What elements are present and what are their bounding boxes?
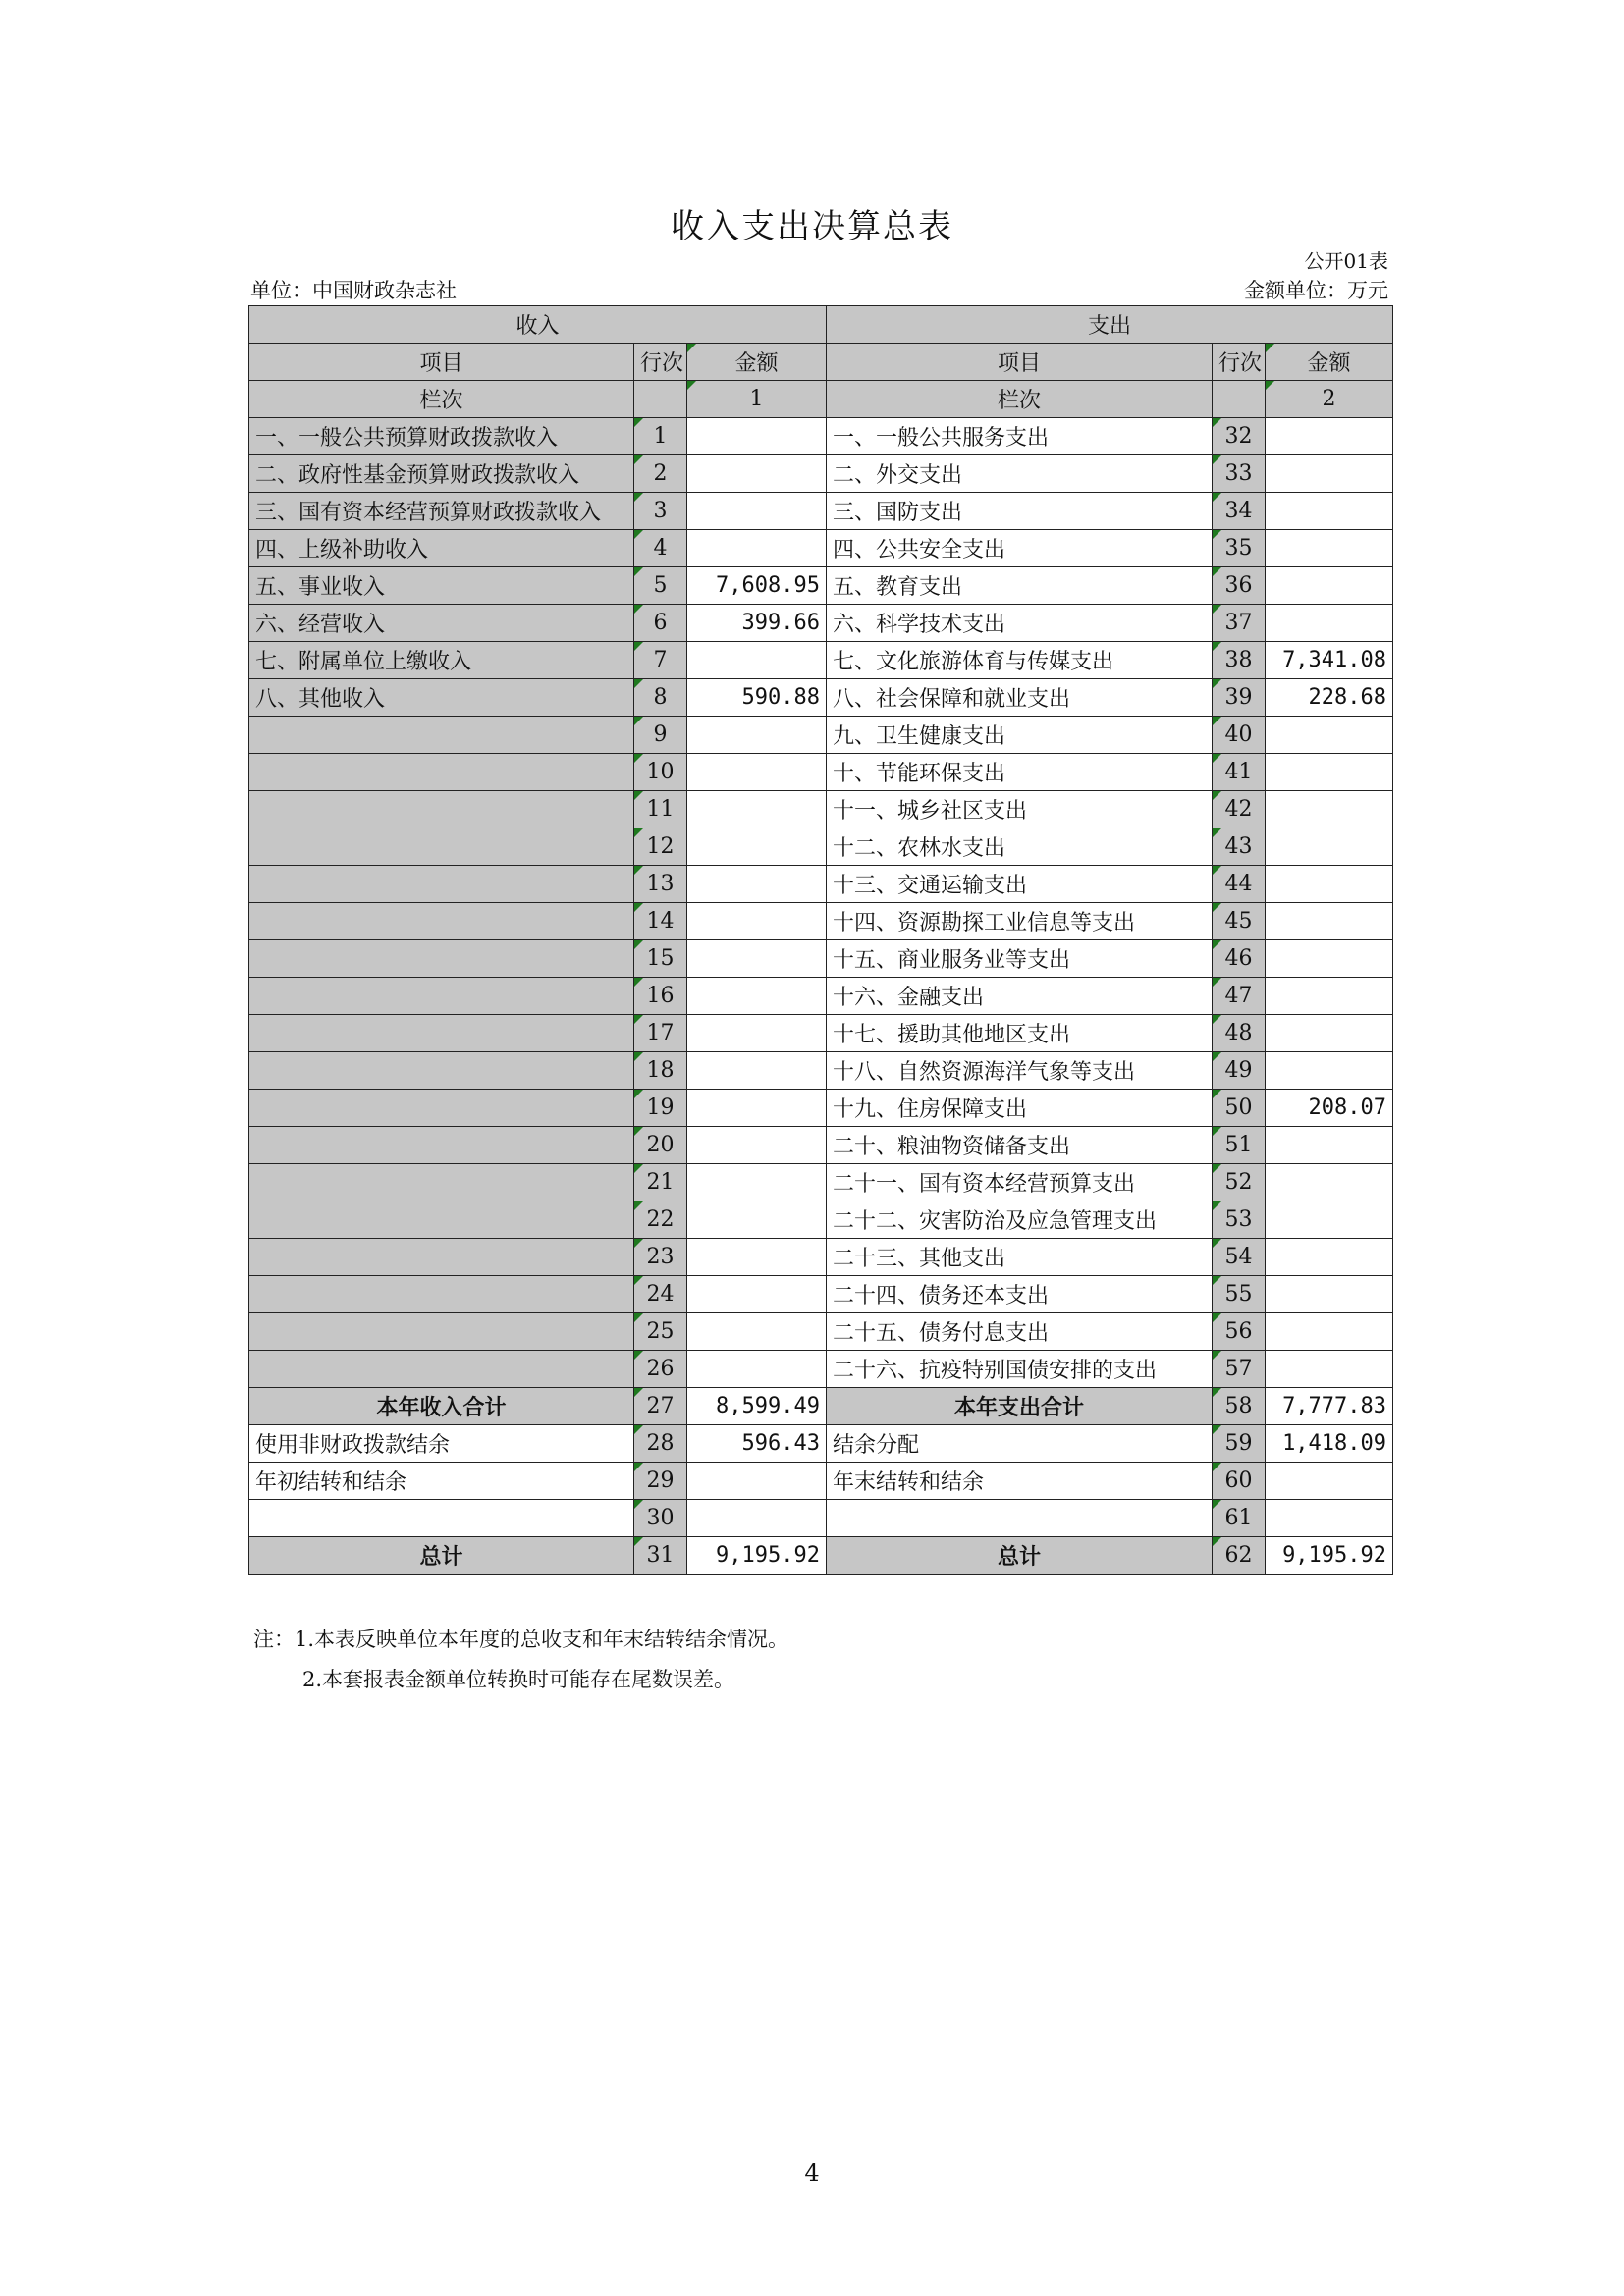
expense-amount bbox=[1266, 1351, 1393, 1388]
expense-row-number: 43 bbox=[1213, 828, 1266, 866]
expense-row-number: 58 bbox=[1213, 1388, 1266, 1425]
expense-item-label: 六、科学技术支出 bbox=[827, 605, 1213, 642]
expense-row-number: 42 bbox=[1213, 791, 1266, 828]
year-total-row bbox=[249, 1388, 1393, 1425]
income-row-number: 30 bbox=[634, 1500, 687, 1537]
table-row bbox=[249, 1276, 1393, 1313]
note-2: 2.本套报表金额单位转换时可能存在尾数误差。 bbox=[302, 1668, 735, 1691]
expense-header: 支出 bbox=[827, 306, 1393, 344]
income-item-label: 三、国有资本经营预算财政拨款收入 bbox=[249, 493, 634, 530]
income-row-number: 24 bbox=[634, 1276, 687, 1313]
income-item-label bbox=[249, 717, 634, 754]
income-item-label bbox=[249, 1052, 634, 1090]
income-row-number: 7 bbox=[634, 642, 687, 679]
expense-amount bbox=[1266, 903, 1393, 940]
income-item-label bbox=[249, 1313, 634, 1351]
expense-row-number: 56 bbox=[1213, 1313, 1266, 1351]
expense-row-number: 60 bbox=[1213, 1463, 1266, 1500]
expense-item-label: 结余分配 bbox=[827, 1425, 1213, 1463]
income-item-label: 一、一般公共预算财政拨款收入 bbox=[249, 418, 634, 455]
table-row bbox=[249, 1052, 1393, 1090]
expense-amount: 7,341.08 bbox=[1266, 642, 1393, 679]
income-amount: 590.88 bbox=[687, 679, 827, 717]
expense-item-label: 七、文化旅游体育与传媒支出 bbox=[827, 642, 1213, 679]
expense-item-label: 八、社会保障和就业支出 bbox=[827, 679, 1213, 717]
expense-row-number: 54 bbox=[1213, 1239, 1266, 1276]
column-number-row bbox=[249, 381, 1393, 418]
table-row bbox=[249, 978, 1393, 1015]
income-item-label bbox=[249, 791, 634, 828]
expense-item-label: 总计 bbox=[827, 1537, 1213, 1575]
income-amount bbox=[687, 717, 827, 754]
income-row-number: 16 bbox=[634, 978, 687, 1015]
table-row bbox=[249, 1351, 1393, 1388]
income-column-no-label: 栏次 bbox=[249, 381, 634, 418]
expense-row-number: 62 bbox=[1213, 1537, 1266, 1575]
income-item-label: 四、上级补助收入 bbox=[249, 530, 634, 567]
income-amount bbox=[687, 642, 827, 679]
expense-amount bbox=[1266, 605, 1393, 642]
expense-row-number: 46 bbox=[1213, 940, 1266, 978]
income-row-number: 15 bbox=[634, 940, 687, 978]
expense-item-label: 五、教育支出 bbox=[827, 567, 1213, 605]
expense-amount bbox=[1266, 1313, 1393, 1351]
expense-amount bbox=[1266, 828, 1393, 866]
income-amount: 8,599.49 bbox=[687, 1388, 827, 1425]
expense-item-label: 十五、商业服务业等支出 bbox=[827, 940, 1213, 978]
table-row bbox=[249, 791, 1393, 828]
income-item-label: 六、经营收入 bbox=[249, 605, 634, 642]
expense-amount bbox=[1266, 866, 1393, 903]
income-item-label bbox=[249, 1276, 634, 1313]
income-amount bbox=[687, 866, 827, 903]
income-row-number: 31 bbox=[634, 1537, 687, 1575]
income-amount bbox=[687, 530, 827, 567]
income-item-label: 七、附属单位上缴收入 bbox=[249, 642, 634, 679]
expense-row-number: 37 bbox=[1213, 605, 1266, 642]
expense-amount: 228.68 bbox=[1266, 679, 1393, 717]
income-row-number: 22 bbox=[634, 1201, 687, 1239]
expense-item-label: 十八、自然资源海洋气象等支出 bbox=[827, 1052, 1213, 1090]
table-row bbox=[249, 866, 1393, 903]
expense-row-number: 59 bbox=[1213, 1425, 1266, 1463]
income-amount bbox=[687, 1164, 827, 1201]
income-item-label bbox=[249, 1351, 634, 1388]
income-amount bbox=[687, 493, 827, 530]
expense-amount bbox=[1266, 493, 1393, 530]
expense-item-label: 十一、城乡社区支出 bbox=[827, 791, 1213, 828]
table-row bbox=[249, 903, 1393, 940]
expense-item-label bbox=[827, 1500, 1213, 1537]
income-item-label bbox=[249, 866, 634, 903]
table-row bbox=[249, 455, 1393, 493]
income-row-number: 9 bbox=[634, 717, 687, 754]
table-row bbox=[249, 530, 1393, 567]
expense-row-number: 39 bbox=[1213, 679, 1266, 717]
income-amount bbox=[687, 754, 827, 791]
expense-row-number: 34 bbox=[1213, 493, 1266, 530]
budget-summary-table bbox=[248, 305, 1393, 1575]
income-row-number: 17 bbox=[634, 1015, 687, 1052]
table-row bbox=[249, 717, 1393, 754]
expense-row-no-header: 行次 bbox=[1213, 344, 1266, 381]
income-item-label bbox=[249, 1500, 634, 1537]
income-item-label: 二、政府性基金预算财政拨款收入 bbox=[249, 455, 634, 493]
income-row-number: 18 bbox=[634, 1052, 687, 1090]
expense-amount bbox=[1266, 791, 1393, 828]
expense-column-blank bbox=[1213, 381, 1266, 418]
expense-row-number: 55 bbox=[1213, 1276, 1266, 1313]
expense-amount-header: 金额 bbox=[1266, 344, 1393, 381]
expense-row-number: 61 bbox=[1213, 1500, 1266, 1537]
expense-row-number: 57 bbox=[1213, 1351, 1266, 1388]
table-row bbox=[249, 1015, 1393, 1052]
income-item-label bbox=[249, 903, 634, 940]
income-amount bbox=[687, 1127, 827, 1164]
expense-item-label: 二十六、抗疫特别国债安排的支出 bbox=[827, 1351, 1213, 1388]
table-row bbox=[249, 1500, 1393, 1537]
income-amount bbox=[687, 418, 827, 455]
grand-total-row bbox=[249, 1537, 1393, 1575]
expense-amount bbox=[1266, 455, 1393, 493]
income-amount bbox=[687, 1463, 827, 1500]
income-amount bbox=[687, 1015, 827, 1052]
amount-unit: 金额单位：万元 bbox=[1244, 279, 1388, 302]
income-row-number: 26 bbox=[634, 1351, 687, 1388]
income-item-label bbox=[249, 1127, 634, 1164]
income-amount bbox=[687, 1500, 827, 1537]
expense-item-label: 十二、农林水支出 bbox=[827, 828, 1213, 866]
income-item-label bbox=[249, 1239, 634, 1276]
income-amount bbox=[687, 1052, 827, 1090]
income-row-number: 28 bbox=[634, 1425, 687, 1463]
income-column-blank bbox=[634, 381, 687, 418]
income-row-number: 10 bbox=[634, 754, 687, 791]
expense-item-label: 一、一般公共服务支出 bbox=[827, 418, 1213, 455]
income-amount bbox=[687, 1201, 827, 1239]
income-header: 收入 bbox=[249, 306, 827, 344]
expense-amount bbox=[1266, 940, 1393, 978]
income-item-label: 五、事业收入 bbox=[249, 567, 634, 605]
income-item-label bbox=[249, 940, 634, 978]
expense-row-number: 32 bbox=[1213, 418, 1266, 455]
expense-amount bbox=[1266, 1015, 1393, 1052]
expense-row-number: 50 bbox=[1213, 1090, 1266, 1127]
income-item-label bbox=[249, 1164, 634, 1201]
expense-amount: 208.07 bbox=[1266, 1090, 1393, 1127]
expense-row-number: 49 bbox=[1213, 1052, 1266, 1090]
page-title: 收入支出决算总表 bbox=[671, 207, 953, 246]
table-row bbox=[249, 418, 1393, 455]
expense-column-no: 2 bbox=[1266, 381, 1393, 418]
expense-amount bbox=[1266, 717, 1393, 754]
expense-row-number: 52 bbox=[1213, 1164, 1266, 1201]
income-item-label: 年初结转和结余 bbox=[249, 1463, 634, 1500]
expense-amount bbox=[1266, 530, 1393, 567]
expense-row-number: 44 bbox=[1213, 866, 1266, 903]
income-amount bbox=[687, 1090, 827, 1127]
expense-item-label: 十、节能环保支出 bbox=[827, 754, 1213, 791]
expense-amount bbox=[1266, 1239, 1393, 1276]
expense-item-label: 年末结转和结余 bbox=[827, 1463, 1213, 1500]
table-row bbox=[249, 1090, 1393, 1127]
expense-row-number: 53 bbox=[1213, 1201, 1266, 1239]
table-row bbox=[249, 642, 1393, 679]
income-amount: 596.43 bbox=[687, 1425, 827, 1463]
income-row-number: 3 bbox=[634, 493, 687, 530]
expense-item-label: 二、外交支出 bbox=[827, 455, 1213, 493]
income-amount bbox=[687, 455, 827, 493]
table-subheader-row bbox=[249, 344, 1393, 381]
income-item-label bbox=[249, 1090, 634, 1127]
income-item-label bbox=[249, 754, 634, 791]
expense-row-number: 36 bbox=[1213, 567, 1266, 605]
income-amount: 9,195.92 bbox=[687, 1537, 827, 1575]
expense-item-label: 十六、金融支出 bbox=[827, 978, 1213, 1015]
table-header-row bbox=[249, 306, 1393, 344]
expense-row-number: 41 bbox=[1213, 754, 1266, 791]
income-item-label bbox=[249, 828, 634, 866]
income-row-no-header: 行次 bbox=[634, 344, 687, 381]
table-row bbox=[249, 567, 1393, 605]
income-amount: 7,608.95 bbox=[687, 567, 827, 605]
expense-amount bbox=[1266, 418, 1393, 455]
table-row bbox=[249, 679, 1393, 717]
income-item-label bbox=[249, 1201, 634, 1239]
expense-row-number: 48 bbox=[1213, 1015, 1266, 1052]
income-amount bbox=[687, 1239, 827, 1276]
expense-item-label: 四、公共安全支出 bbox=[827, 530, 1213, 567]
expense-amount bbox=[1266, 1127, 1393, 1164]
income-row-number: 2 bbox=[634, 455, 687, 493]
expense-item-label: 九、卫生健康支出 bbox=[827, 717, 1213, 754]
income-row-number: 27 bbox=[634, 1388, 687, 1425]
income-row-number: 25 bbox=[634, 1313, 687, 1351]
expense-amount bbox=[1266, 1052, 1393, 1090]
expense-amount bbox=[1266, 1201, 1393, 1239]
table-row bbox=[249, 1239, 1393, 1276]
income-row-number: 1 bbox=[634, 418, 687, 455]
income-column-no: 1 bbox=[687, 381, 827, 418]
income-row-number: 12 bbox=[634, 828, 687, 866]
table-row bbox=[249, 1313, 1393, 1351]
expense-row-number: 38 bbox=[1213, 642, 1266, 679]
expense-amount: 7,777.83 bbox=[1266, 1388, 1393, 1425]
reporting-unit: 单位：中国财政杂志社 bbox=[250, 279, 457, 302]
income-row-number: 21 bbox=[634, 1164, 687, 1201]
notes bbox=[253, 1620, 788, 1700]
table-row bbox=[249, 1164, 1393, 1201]
income-row-number: 23 bbox=[634, 1239, 687, 1276]
expense-amount: 9,195.92 bbox=[1266, 1537, 1393, 1575]
expense-row-number: 47 bbox=[1213, 978, 1266, 1015]
expense-item-label: 十三、交通运输支出 bbox=[827, 866, 1213, 903]
expense-row-number: 51 bbox=[1213, 1127, 1266, 1164]
expense-item-label: 十四、资源勘探工业信息等支出 bbox=[827, 903, 1213, 940]
income-row-number: 20 bbox=[634, 1127, 687, 1164]
expense-amount bbox=[1266, 1500, 1393, 1537]
expense-amount bbox=[1266, 754, 1393, 791]
expense-row-number: 33 bbox=[1213, 455, 1266, 493]
table-row bbox=[249, 1127, 1393, 1164]
expense-item-label: 三、国防支出 bbox=[827, 493, 1213, 530]
income-amount: 399.66 bbox=[687, 605, 827, 642]
income-item-label bbox=[249, 1015, 634, 1052]
income-item-label bbox=[249, 978, 634, 1015]
expense-item-label: 十九、住房保障支出 bbox=[827, 1090, 1213, 1127]
expense-column-no-label: 栏次 bbox=[827, 381, 1213, 418]
income-row-number: 5 bbox=[634, 567, 687, 605]
expense-item-label: 二十、粮油物资储备支出 bbox=[827, 1127, 1213, 1164]
income-item-header: 项目 bbox=[249, 344, 634, 381]
table-row bbox=[249, 493, 1393, 530]
income-amount bbox=[687, 1313, 827, 1351]
expense-amount bbox=[1266, 1463, 1393, 1500]
income-amount bbox=[687, 940, 827, 978]
income-row-number: 13 bbox=[634, 866, 687, 903]
expense-row-number: 40 bbox=[1213, 717, 1266, 754]
income-row-number: 8 bbox=[634, 679, 687, 717]
income-item-label: 八、其他收入 bbox=[249, 679, 634, 717]
expense-item-label: 二十三、其他支出 bbox=[827, 1239, 1213, 1276]
table-row bbox=[249, 940, 1393, 978]
note-1: 注：1.本表反映单位本年度的总收支和年末结转结余情况。 bbox=[253, 1628, 789, 1651]
income-item-label: 本年收入合计 bbox=[249, 1388, 634, 1425]
income-row-number: 19 bbox=[634, 1090, 687, 1127]
expense-amount bbox=[1266, 1164, 1393, 1201]
expense-row-number: 45 bbox=[1213, 903, 1266, 940]
table-row bbox=[249, 1425, 1393, 1463]
expense-amount: 1,418.09 bbox=[1266, 1425, 1393, 1463]
expense-item-label: 本年支出合计 bbox=[827, 1388, 1213, 1425]
income-amount bbox=[687, 903, 827, 940]
expense-amount bbox=[1266, 567, 1393, 605]
income-row-number: 4 bbox=[634, 530, 687, 567]
table-row bbox=[249, 1201, 1393, 1239]
income-row-number: 14 bbox=[634, 903, 687, 940]
expense-item-label: 十七、援助其他地区支出 bbox=[827, 1015, 1213, 1052]
expense-row-number: 35 bbox=[1213, 530, 1266, 567]
table-row bbox=[249, 1463, 1393, 1500]
income-amount-header: 金额 bbox=[687, 344, 827, 381]
expense-item-label: 二十四、债务还本支出 bbox=[827, 1276, 1213, 1313]
expense-item-label: 二十五、债务付息支出 bbox=[827, 1313, 1213, 1351]
income-row-number: 6 bbox=[634, 605, 687, 642]
expense-item-label: 二十二、灾害防治及应急管理支出 bbox=[827, 1201, 1213, 1239]
table-row bbox=[249, 828, 1393, 866]
income-row-number: 11 bbox=[634, 791, 687, 828]
expense-amount bbox=[1266, 978, 1393, 1015]
expense-item-label: 二十一、国有资本经营预算支出 bbox=[827, 1164, 1213, 1201]
form-number: 公开01表 bbox=[1304, 249, 1388, 273]
income-item-label: 总计 bbox=[249, 1537, 634, 1575]
table-row bbox=[249, 605, 1393, 642]
income-amount bbox=[687, 1276, 827, 1313]
income-amount bbox=[687, 1351, 827, 1388]
income-amount bbox=[687, 828, 827, 866]
table-row bbox=[249, 754, 1393, 791]
page-number: 4 bbox=[804, 2160, 820, 2187]
income-amount bbox=[687, 978, 827, 1015]
expense-item-header: 项目 bbox=[827, 344, 1213, 381]
income-amount bbox=[687, 791, 827, 828]
income-row-number: 29 bbox=[634, 1463, 687, 1500]
income-item-label: 使用非财政拨款结余 bbox=[249, 1425, 634, 1463]
expense-amount bbox=[1266, 1276, 1393, 1313]
